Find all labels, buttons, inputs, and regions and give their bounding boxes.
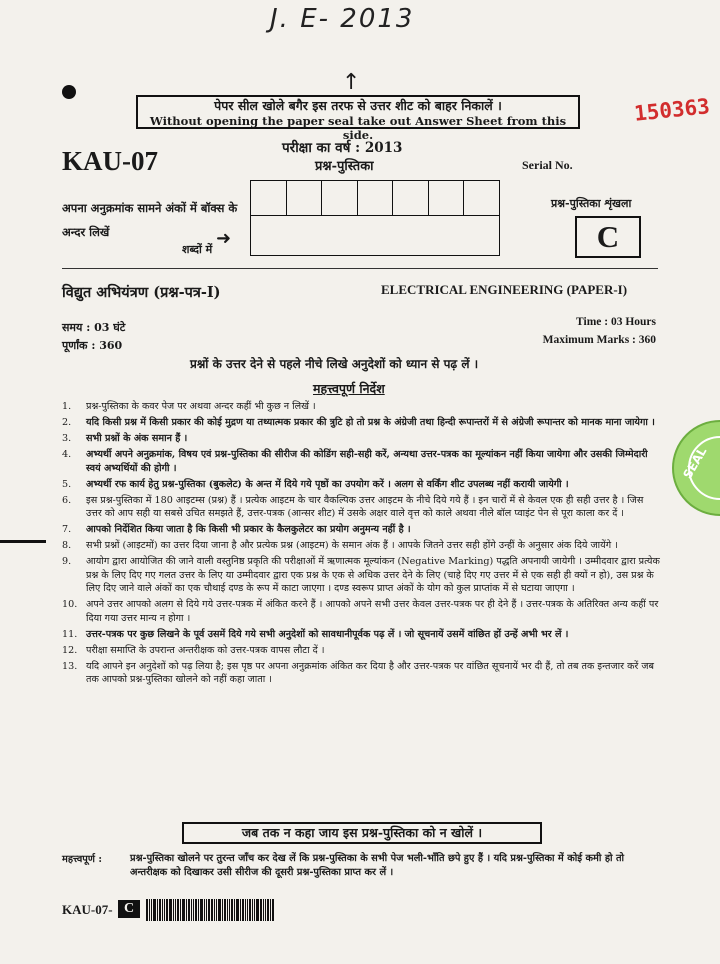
instruction-item [62,478,662,492]
booklet-label: प्रश्न-पुस्तिका [315,159,374,174]
barcode-bar [236,899,239,921]
subject-english: ELECTRICAL ENGINEERING (PAPER-I) [381,282,628,297]
instruction-text: प्रश्न-पुस्तिका के कवर पेज पर अथवा अन्दर कहीं भी कुछ न लिखें । [86,401,316,412]
instruction-number: 6. [62,494,72,506]
barcode-bar [157,899,158,921]
barcode-bar [146,899,148,921]
instruction-item [62,628,662,642]
barcode-bar [191,899,192,921]
instruction-item [62,400,662,414]
barcode-bar [166,899,168,921]
marks-hindi: पूर्णांक : 360 [62,339,123,352]
barcode-bar [200,899,203,921]
roll-digit-box[interactable] [322,181,358,215]
handwritten-note: J. E- 2013 [270,4,415,34]
barcode-bar [198,899,199,921]
barcode-bar [270,899,271,921]
barcode-bar [173,899,174,921]
paper-code: KAU-07 [62,146,158,176]
instruction-item [62,416,662,430]
barcode-bar [234,899,235,921]
instruction-item [62,539,662,553]
instruction-list [62,400,662,689]
footer-paper-code: KAU-07- [62,902,113,917]
barcode-bar [227,899,228,921]
barcode-bar [195,899,197,921]
instruction-number: 2. [62,416,72,428]
barcode-bar [151,899,152,921]
instruction-number: 5. [62,478,72,490]
barcode-bar [267,899,269,921]
seal-notice-hindi: पेपर सील खोले बगैर इस तरफ से उत्तर शीट को बाहर निकालें । [214,98,502,113]
barcode-bar [242,899,244,921]
barcode-bar [272,899,274,921]
barcode-bar [249,899,251,921]
roll-digit-box[interactable] [429,181,465,215]
instruction-number: 3. [62,432,72,444]
subject-hindi: विद्युत अभियंत्रण (प्रश्न-पत्र-I) [62,284,221,301]
roll-digit-box[interactable] [358,181,394,215]
barcode-bar [214,899,215,921]
barcode-bar [193,899,194,921]
seal-notice-box [136,95,580,142]
exam-year: परीक्षा का वर्ष : 2013 [282,140,403,156]
instruction-text: आपको निर्देशित किया जाता है कि किसी भी प्रकार के कैलकुलेटर का प्रयोग अनुमन्य नहीं है । [86,524,411,536]
arrow-right-icon: ➜ [216,228,232,249]
instruction-item [62,644,662,658]
instruction-item [62,432,662,446]
instruction-item [62,598,662,625]
barcode-bar [245,899,246,921]
barcode-bar [240,899,241,921]
barcode-bar [216,899,217,921]
instruction-item [62,448,662,475]
barcode-bar [182,899,185,921]
barcode-bar [222,899,223,921]
barcode-bar [180,899,181,921]
arrow-up-icon: ↑ [342,70,361,95]
barcode-bar [164,899,165,921]
roll-number-boxes[interactable] [250,180,500,216]
instruction-text: उत्तर-पत्रक पर कुछ लिखने के पूर्व उसमें दिये गये सभी अनुदेशों को सावधानीपूर्वक पढ़ लें । जो सूचनायें उसमें वांछित हों उन्हें अभी भर लें । [86,628,569,640]
barcode-bar [153,899,156,921]
seal-stamp-label: SEAL [680,444,710,482]
read-before-heading: प्रश्नों के उत्तर देने से पहले नीचे लिखे अनुदेशों को ध्यान से पढ़ लें । [190,357,479,371]
instruction-number: 13. [62,660,78,672]
instruction-number: 11. [62,628,78,640]
barcode-bar [229,899,230,921]
punch-hole-dot [62,85,76,99]
instruction-item [62,494,662,521]
footer-series-letter: C [118,900,140,918]
instruction-number: 1. [62,401,72,412]
barcode-bar [149,899,150,921]
barcode-bar [263,899,264,921]
barcode-bar [218,899,221,921]
in-words-label: शब्दों में [182,243,213,256]
roll-digit-box[interactable] [464,181,499,215]
series-label: प्रश्न-पुस्तिका शृंखला [551,197,632,210]
barcode-bar [162,899,163,921]
instruction-text: अभ्यर्थी रफ कार्य हेतु प्रश्न-पुस्तिका (बुकलेट) के अन्त में दिये गये पृष्ठों का उपयोग करें । अलग से वर्किंग शीट उपलब्ध नहीं करायी जायेगी । [86,478,569,490]
instruction-text: यदि किसी प्रश्न में किसी प्रकार की कोई मुद्रण या तथ्यात्मक प्रकार की त्रुटि हो तो प्रश्न के अंग्रेजी तथा हिन्दी रूपान्तरों में से अंग्रेजी रूपान्तर को मानक माना जायेगा । [86,416,655,428]
barcode-bar [247,899,248,921]
time-english: Time : 03 Hours [576,316,656,328]
instruction-text: आयोग द्वारा आयोजित की जाने वाली वस्तुनिष्ठ प्रकृति की परीक्षाओं में ऋणात्मक मूल्यांकन (Negative Marking) पद्धति अपनायी जायेगी । उम्मीदवार द्वारा प्रत्येक प्रश्न के लिए दिए गए गलत उत्तर के लिए या उम्मीदवार द्वारा एक प्रश्न के एक से अधिक उत्तर देने के लिए (चाहे दिए गए उत्तर में से एक सही ही क्यों न हो), उस प्रश्न के लिए दिए जाने वाले अंकों का एक चौथाई दण्ड के रूप में काटा जाएगा । दण्ड स्वरूप प्राप्त अंकों के योग को कुल प्राप्तांक में से घटाया जाएगा । [86,556,660,595]
barcode-bar [206,899,207,921]
barcode-bar [175,899,176,921]
series-letter-box: C [575,216,641,258]
barcode-bar [231,899,233,921]
note-label: महत्त्वपूर्ण : [62,854,102,865]
barcode-bar [254,899,255,921]
instruction-text: सभी प्रश्नों के अंक समान हैं । [86,432,188,444]
instruction-item [62,523,662,537]
barcode-bar [159,899,161,921]
seal-notice-english: Without opening the paper seal take out Answer Sheet from this side. [149,114,567,142]
barcode [146,899,306,921]
barcode-bar [186,899,187,921]
instruction-text: सभी प्रश्नों (आइटमों) का उत्तर दिया जाना है और प्रत्येक प्रश्न (आइटम) के समान अंक हैं । आपके जितने उत्तर सही होंगे उन्हीं के अनुसार अंक दिये जायेंगे । [86,540,618,552]
barcode-bar [256,899,259,921]
roll-digit-box[interactable] [393,181,429,215]
barcode-bar [211,899,213,921]
instruction-number: 12. [62,644,78,656]
marks-english: Maximum Marks : 360 [542,334,656,346]
instruction-text: परीक्षा समाप्ति के उपरान्त अन्तरीक्षक को उत्तर-पत्रक वापस लौटा दें । [86,644,325,656]
instruction-number: 7. [62,524,72,536]
instruction-number: 10. [62,599,78,611]
roll-number-instruction: अपना अनुक्रमांक सामने अंकों में बॉक्स के अन्दर लिखें [62,201,238,239]
roll-digit-box[interactable] [251,181,287,215]
instruction-number: 4. [62,448,72,460]
barcode-bar [188,899,190,921]
instruction-item [62,660,662,687]
instruction-text: अपने उत्तर आपको अलग से दिये गये उत्तर-पत्रक में अंकित करने हैं । आपको अपने सभी उत्तर केवल उत्तर-पत्रक पर ही देने हैं । उत्तर-पत्रक के अतिरिक्त अन्य कहीं पर दिया गया उत्तर मान्य न होगा । [86,599,659,624]
barcode-bar [252,899,253,921]
barcode-bar [265,899,266,921]
instruction-number: 8. [62,540,72,552]
serial-no-label: Serial No. [522,158,573,172]
roll-in-words-box[interactable] [250,216,500,256]
do-not-open-warning: जब तक न कहा जाय इस प्रश्न-पुस्तिका को न खोलें । [182,822,542,844]
instruction-text: अभ्यर्थी अपने अनुक्रमांक, विषय एवं प्रश्न-पुस्तिका की सीरीज की कोडिंग सही-सही करें, अन्यथा उत्तर-पत्रक का मूल्यांकन नहीं किया जायेगा और उसकी जिम्मेदारी स्वयं अभ्यर्थियों की होगी । [86,448,648,474]
important-instructions-heading: महत्त्वपूर्ण निर्देश [313,381,385,396]
instruction-item [62,555,662,596]
margin-mark [0,540,46,543]
barcode-bar [260,899,262,921]
barcode-bar [169,899,172,921]
instruction-text: इस प्रश्न-पुस्तिका में 180 आइटम्स (प्रश्न) हैं । प्रत्येक आइटम के चार वैकल्पिक उत्तर आइटम के नीचे दिये गये हैं । इन चारों में से केवल एक ही सही उत्तर है । जिस उत्तर को आप सही या सबसे उचित समझते हैं, उत्तर-पत्रक (आन्सर शीट) में उसके अक्षर वाले वृत्त को काले अथवा नीले बॉल प्वाइंट पेन से पूरा काला कर दें । [86,494,644,520]
barcode-bar [204,899,205,921]
seal-stamp [672,420,720,516]
barcode-bar [208,899,210,921]
instruction-text: यदि आपने इन अनुदेशों को पढ़ लिया है; इस पृष्ठ पर अपना अनुक्रमांक अंकित कर दिया है और उत्तर-पत्रक पर वांछित सूचनायें भर दी हैं, तो तब तक इन्तजार करें जब तक आपको प्रश्न-पुस्तिका खोलने को नहीं कहा जाता । [86,660,655,686]
note-text: प्रश्न-पुस्तिका खोलने पर तुरन्त जाँच कर देख लें कि प्रश्न-पुस्तिका के सभी पेज भली-भाँति छपे हुए हैं । यदि प्रश्न-पुस्तिका में कोई कमी हो तो अन्तरीक्षक को दिखाकर उसी सीरीज की दूसरी प्रश्न-पुस्तिका प्राप्त कर लें । [130,853,625,878]
barcode-bar [177,899,179,921]
divider [62,268,658,269]
barcode-bar [224,899,226,921]
roll-digit-box[interactable] [287,181,323,215]
instruction-number: 9. [62,556,72,568]
time-hindi: समय : 03 घंटे [62,321,126,334]
booklet-serial-stamp: 150363 [632,94,711,126]
